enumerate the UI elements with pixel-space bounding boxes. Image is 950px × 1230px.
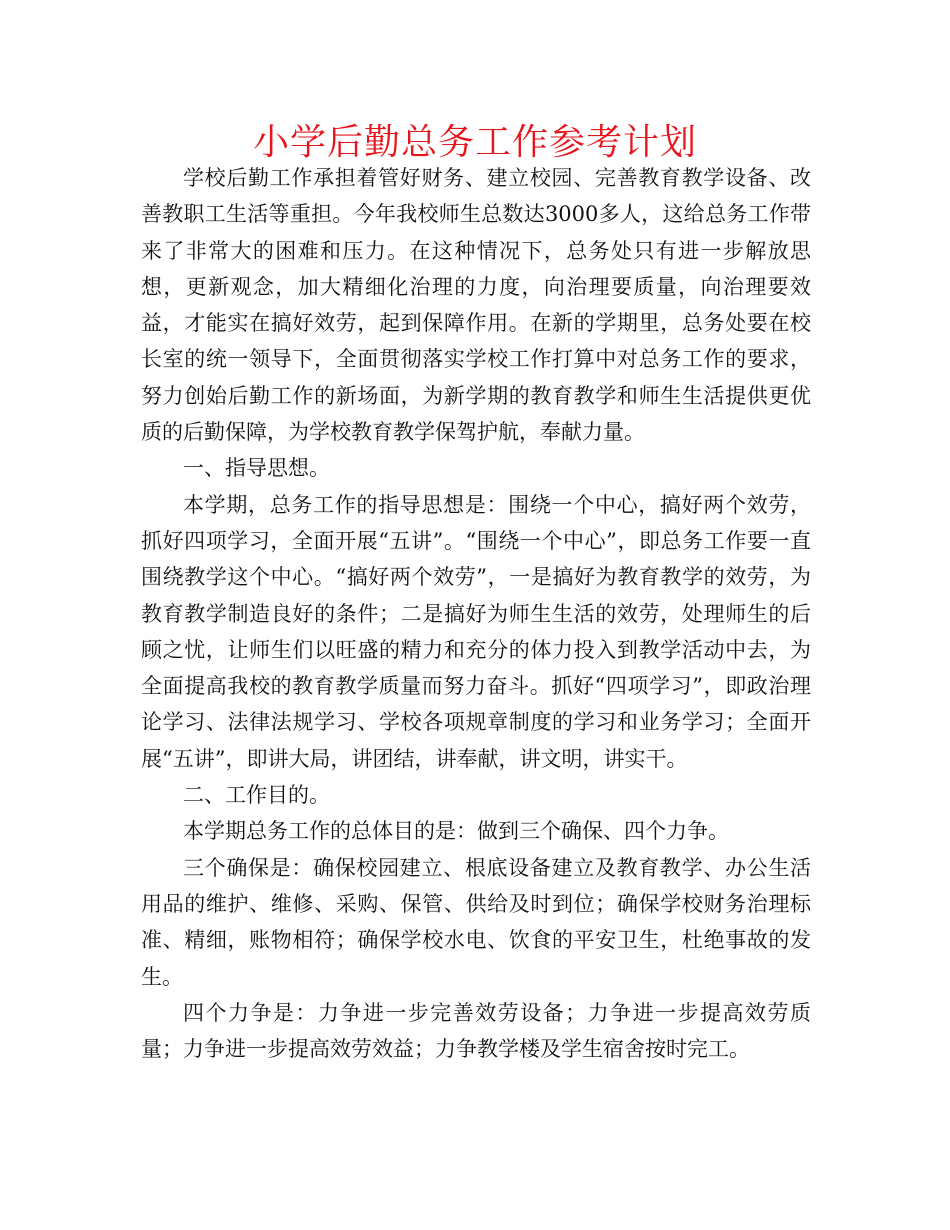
paragraph-intro: 学校后勤工作承担着管好财务、建立校园、完善教育教学设备、改善教职工生活等重担。今年我校师生总数达3000多人，这给总务工作带来了非常大的困难和压力。在这种情况下，总务处只有进一步解放思想，更新观念，加大精细化治理的力度，向治理要质量，向治理要效益，才能实在搞好效劳，起到保障作用。在新的学期里，总务处要在校长室的统一领导下，全面贯彻落实学校工作打算中对总务工作的要求，努力创始后勤工作的新场面，为新学期的教育教学和师生生活提供更优质的后勤保障，为学校教育教学保驾护航，奉献力量。	[141, 166, 811, 445]
paragraph-three-guarantees: 三个确保是：确保校园建立、根底设备建立及教育教学、办公生活用品的维护、维修、采购、保管、供给及时到位；确保学校财务治理标准、精细，账物相符；确保学校水电、饮食的平安卫生，杜绝事故的发生。	[141, 855, 811, 989]
paragraph-overall-goal: 本学期总务工作的总体目的是：做到三个确保、四个力争。	[183, 819, 729, 844]
paragraph-guiding-ideology: 本学期，总务工作的指导思想是：围绕一个中心，搞好两个效劳，抓好四项学习，全面开展“五讲”。“围绕一个中心”，即总务工作要一直围绕教学这个中心。“搞好两个效劳”，一是搞好为教育教学的效劳，为教育教学制造良好的条件；二是搞好为师生生活的效劳，处理师生的后顾之忧，让师生们以旺盛的精力和充分的体力投入到教学活动中去，为全面提高我校的教育教学质量而努力奋斗。抓好“四项学习”，即政治理论学习、法律法规学习、学校各项规章制度的学习和业务学习；全面开展“五讲”，即讲大局，讲团结，讲奉献，讲文明，讲实干。	[141, 492, 811, 771]
document-body	[141, 160, 811, 1067]
paragraph-four-strives: 四个力争是：力争进一步完善效劳设备；力争进一步提高效劳质量；力争进一步提高效劳效益；力争教学楼及学生宿舍按时完工。	[141, 1000, 811, 1062]
document-title: 小学后勤总务工作参考计划	[252, 122, 697, 163]
heading-guiding-ideology: 一、指导思想。	[183, 456, 330, 481]
heading-work-goals: 二、工作目的。	[183, 783, 330, 808]
